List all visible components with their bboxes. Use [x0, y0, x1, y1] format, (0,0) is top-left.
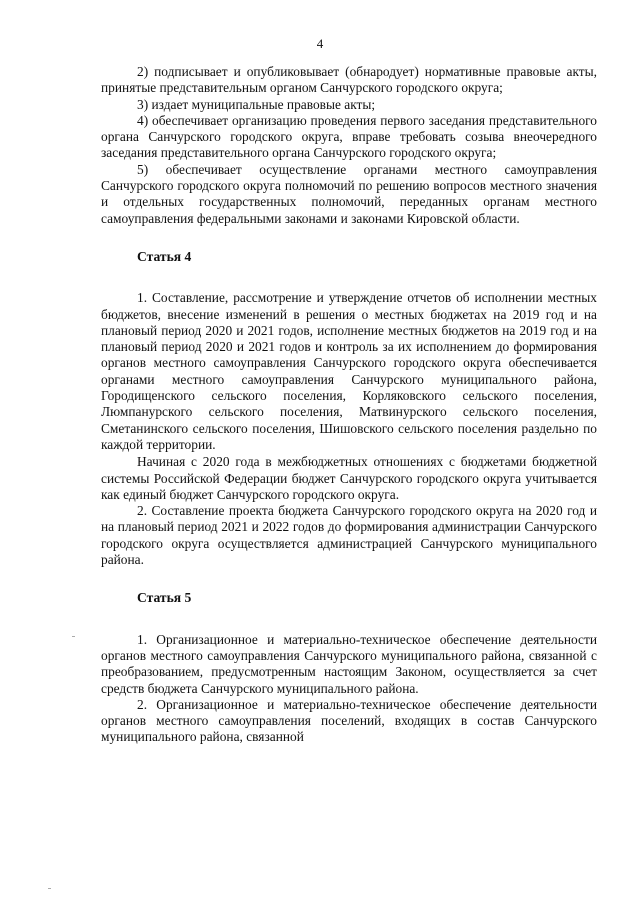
article-4-paragraph-budget: Начиная с 2020 года в межбюджетных отношениях с бюджетами бюджетной системы Российской Федерации бюджет Санчурского городского округа учитывается как единый бюджет Санчурского городского округа.	[101, 454, 597, 502]
paragraph-item-4: 4) обеспечивает организацию проведения первого заседания представительного органа Санчурского городского округа, вправе требовать созыва внеочередного заседания представительного органа Санчурского городского округа;	[101, 112, 597, 161]
article-5-heading: Статья 5	[137, 590, 192, 606]
scan-speck	[72, 636, 75, 637]
paragraph-item-3: 3) издает муниципальные правовые акты;	[137, 96, 376, 112]
article-4-heading: Статья 4	[137, 248, 192, 264]
paragraph-item-5: 5) обеспечивает осуществление органами местного самоуправления Санчурского городского округа полномочий по решению вопросов местного значения и отдельных государственных полномочий, переданных органам местного самоуправления федеральными законами и законами Кировской области.	[101, 161, 597, 226]
article-4-paragraph-2: 2. Составление проекта бюджета Санчурского городского округа на 2020 год и на плановый период 2021 и 2022 годов до формирования администрации Санчурского городского округа осуществляется администрацией Санчурского муниципального района.	[101, 503, 597, 568]
article-5-paragraph-2: 2. Организационное и материально-техническое обеспечение деятельности органов местного самоуправления поселений, входящих в состав Санчурского муниципального района, связанной	[101, 696, 597, 745]
paragraph-item-2: 2) подписывает и опубликовывает (обнародует) нормативные правовые акты, принятые представительным органом Санчурского городского округа;	[101, 64, 597, 96]
page-number: 4	[316, 36, 324, 51]
scan-speck	[48, 888, 51, 889]
article-4-paragraph-1: 1. Составление, рассмотрение и утверждение отчетов об исполнении местных бюджетов, внесение изменений в решения о местных бюджетах на 2019 год и на плановый период 2020 и 2021 годов, исполнение местных бюджетов на 2019 год и на плановый период 2020 и 2021 годов и контроль за их исполнением до формирования органов местного самоуправления Санчурского городского округа обеспечивается органами местного самоуправления Санчурского муниципального района, Городищенского сельского поселения, Корляковского сельского поселения, Люмпанурского сельского поселения, Матвинурского сельского поселения, Сметанинского сельского поселения, Шишовского сельского поселения раздельно по каждой территории.	[101, 290, 597, 452]
article-5-paragraph-1: 1. Организационное и материально-техническое обеспечение деятельности органов местного самоуправления Санчурского муниципального района, связанной с преобразованием, предусмотренным настоящим Законом, осуществляется за счет средств бюджета Санчурского муниципального района.	[101, 631, 597, 696]
document-body	[101, 64, 597, 746]
